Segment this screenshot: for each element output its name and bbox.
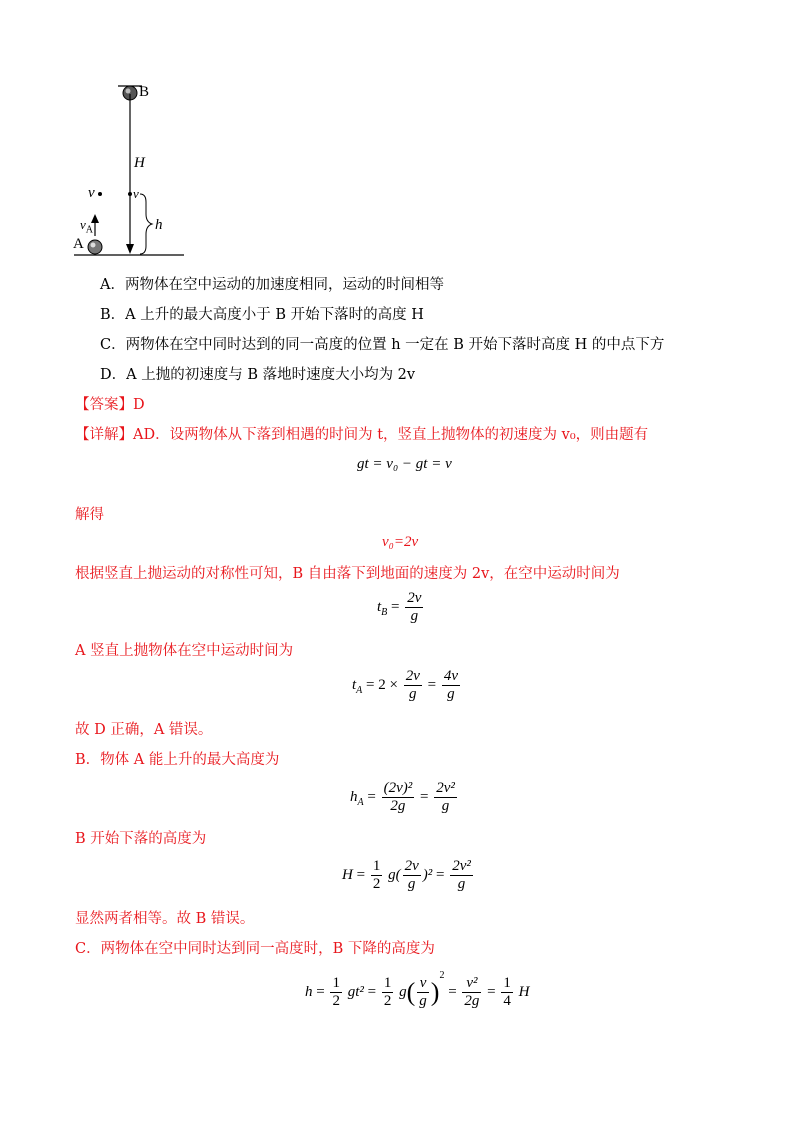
label-v-mid: v <box>133 186 139 201</box>
c-intro: C．两物体在空中同时达到同一高度时，B 下降的高度为 <box>75 941 435 957</box>
height-brace <box>140 194 152 254</box>
detail-tag: 【详解】 <box>75 427 133 443</box>
answer-value: D <box>133 397 145 413</box>
label-va: $v_A$ <box>80 217 94 236</box>
equation-1: gt = v₀ − gt = v <box>357 456 452 472</box>
label-a: A <box>73 236 84 252</box>
conclusion-d: 故 D 正确，A 错误。 <box>75 722 213 738</box>
formula-big-h: H = $\frac{1}{2}$ g( $\frac{2v}{g}$ )² = $\frac{\text{2v²}}{g}$ <box>342 858 471 892</box>
left-point <box>98 192 102 196</box>
label-big-h: H <box>134 155 145 171</box>
ta-intro: A 竖直上抛物体在空中运动时间为 <box>75 643 294 659</box>
detail-intro-line <box>75 425 648 445</box>
drop-arrow-head <box>126 244 134 254</box>
label-v-left: v <box>88 185 95 201</box>
b-conclusion: 显然两者相等。故 B 错误。 <box>75 911 255 927</box>
b-intro: B．物体 A 能上升的最大高度为 <box>75 752 280 768</box>
b-fall: B 开始下落的高度为 <box>75 831 207 847</box>
solve-label: 解得 <box>75 507 104 523</box>
formula-ha: $h_A$ = $\frac{\text{(2v)²}}{2g}$ = $\frac{\text{2v²}}{g}$ <box>350 780 455 814</box>
detail-intro: AD．设两物体从下落到相遇的时间为 t，竖直上抛物体的初速度为 v₀，则由题有 <box>133 427 649 443</box>
option-c: C．两物体在空中同时达到的同一高度的位置 h 一定在 B 开始下落时高度 H 的中点下方 <box>100 337 665 353</box>
symmetry-text: 根据竖直上抛运动的对称性可知，B 自由落下到地面的速度为 2v，在空中运动时间为 <box>75 566 620 582</box>
formula-small-h: h = $\frac{1}{2}$ gt² = $\frac{1}{2}$ g( $\frac{v}{g}$ )$^2$ = $\frac{\text{v²}}{2g}$ = $\frac{1}{4}$ H <box>305 970 530 1010</box>
formula-ta: $t_A = 2$ × $\frac{2v}{g}$ = $\frac{4v}{g}$ <box>352 668 459 702</box>
option-a: A．两物体在空中运动的加速度相同，运动的时间相等 <box>100 277 444 293</box>
answer-tag: 【答案】 <box>75 397 133 413</box>
option-d: D．A 上抛的初速度与 B 落地时速度大小均为 2v <box>100 367 416 383</box>
label-small-h: h <box>155 217 163 233</box>
ball-a <box>88 240 102 254</box>
option-b: B．A 上升的最大高度小于 B 开始下落时的高度 H <box>100 307 424 323</box>
label-b: B <box>139 84 150 100</box>
formula-tb: $t_B$ = $\frac{2v}{g}$ <box>377 590 422 624</box>
answer-line <box>75 395 145 415</box>
meeting-point <box>128 192 132 196</box>
equation-2: v₀=2v <box>382 534 419 550</box>
